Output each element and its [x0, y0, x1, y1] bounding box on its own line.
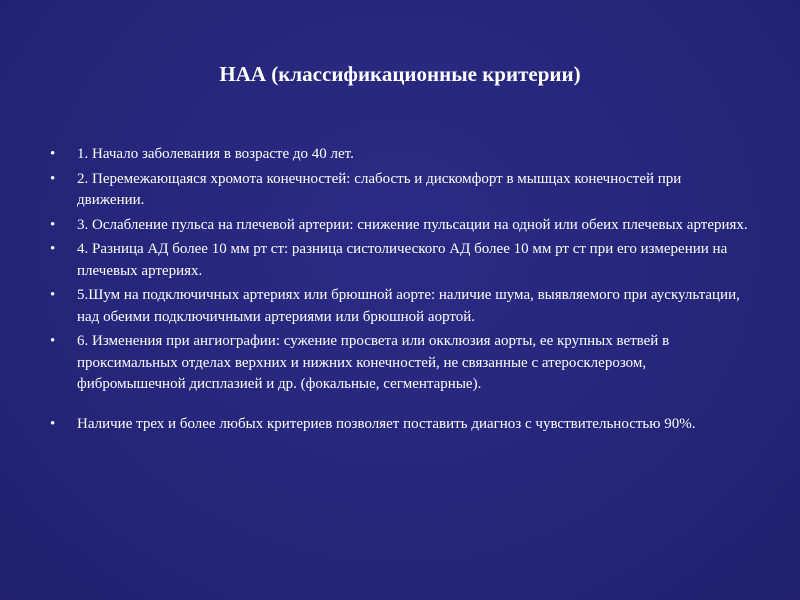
- bullet-icon: •: [50, 241, 56, 257]
- slide-title: НАА (классификационные критерии): [219, 62, 581, 86]
- list-item: [50, 215, 750, 237]
- list-item-text: 2. Перемежающаяся хромота конечностей: слабость и дискомфорт в мышцах конечностей при движении.: [77, 170, 682, 208]
- list-item-text: 1. Начало заболевания в возрасте до 40 лет.: [77, 146, 354, 162]
- list-item: [50, 144, 750, 166]
- summary-item: [50, 414, 750, 436]
- list-item: [50, 169, 750, 212]
- list-item-text: 3. Ослабление пульса на плечевой артерии: снижение пульсации на одной или обеих плечевых артериях.: [77, 216, 748, 233]
- criteria-list: [50, 144, 750, 438]
- list-item: [50, 239, 750, 282]
- bullet-icon: •: [50, 287, 56, 303]
- bullet-icon: •: [50, 216, 56, 233]
- list-item-text: 6. Изменения при ангиографии: сужение просвета или окклюзия аорты, ее крупных ветвей в проксимальных отделах верхних и нижних конечностей, не связанные с атеросклерозом, фибромышечной дисплазией и др. (фокальные, сегментарные).: [77, 333, 670, 392]
- summary-text: Наличие трех и более любых критериев позволяет поставить диагноз с чувствительностью 90%.: [77, 415, 696, 432]
- list-item-text: 5.Шум на подключичных артериях или брюшной аорте: наличие шума, выявляемого при аускультации, над обеими подключичными артериями или брюшной аортой.: [77, 287, 740, 325]
- list-item: [50, 331, 750, 396]
- list-item: [50, 285, 750, 328]
- bullet-icon: •: [50, 415, 56, 432]
- bullet-icon: •: [50, 333, 56, 349]
- list-item-text: 4. Разница АД более 10 мм рт ст: разница систолического АД более 10 мм рт ст при его измерении на плечевых артериях.: [77, 241, 728, 279]
- bullet-icon: •: [50, 146, 56, 162]
- bullet-icon: •: [50, 170, 56, 187]
